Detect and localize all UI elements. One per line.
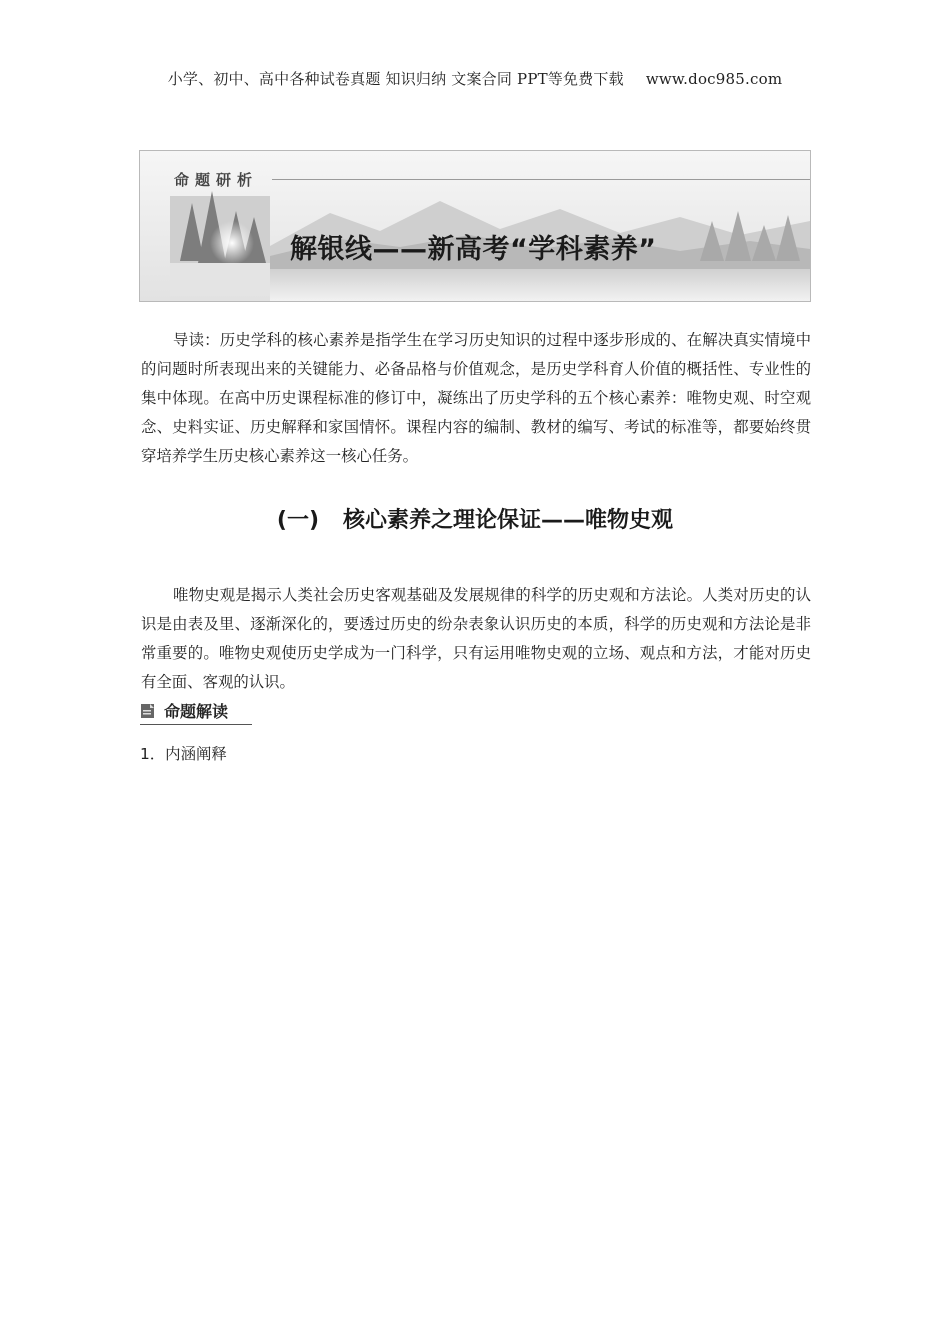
banner-title: 解银线——新高考“学科素养” <box>290 234 657 265</box>
subsection-label-text: 命题解读 <box>164 702 229 721</box>
banner-kicker: 命题研析 <box>174 171 259 189</box>
page-header <box>0 68 950 89</box>
section-banner <box>139 150 811 302</box>
document-icon <box>140 703 156 723</box>
list-item: 1．内涵阐释 <box>140 745 227 763</box>
body-paragraph: 唯物史观是揭示人类社会历史客观基础及发展规律的科学的历史观和方法论。人类对历史的认识是由表及里、逐渐深化的，要透过历史的纷杂表象认识历史的本质，科学的历史观和方法论是非常重要的。唯物史观使历史学成为一门科学，只有运用唯物史观的立场、观点和方法，才能对历史有全面、客观的认识。 <box>141 586 811 691</box>
header-url: www.doc985.com <box>645 70 783 88</box>
banner-divider <box>272 179 810 180</box>
section-number: (一) <box>276 508 320 533</box>
intro-paragraph: 导读：历史学科的核心素养是指学生在学习历史知识的过程中逐步形成的、在解决真实情境中的问题时所表现出来的关键能力、必备品格与价值观念，是历史学科育人价值的概括性、专业性的集中体现。在高中历史课程标准的修订中，凝练出了历史学科的五个核心素养：唯物史观、时空观念、史料实证、历史解释和家国情怀。课程内容的编制、教材的编写、考试的标准等，都要始终贯穿培养学生历史核心素养这一核心任务。 <box>141 331 811 465</box>
subsection-label <box>140 698 252 725</box>
section-heading <box>0 503 950 534</box>
header-text: 小学、初中、高中各种试卷真题 知识归纳 文案合同 PPT等免费下载 <box>167 70 624 88</box>
section-title: 核心素养之理论保证——唯物史观 <box>343 508 674 533</box>
